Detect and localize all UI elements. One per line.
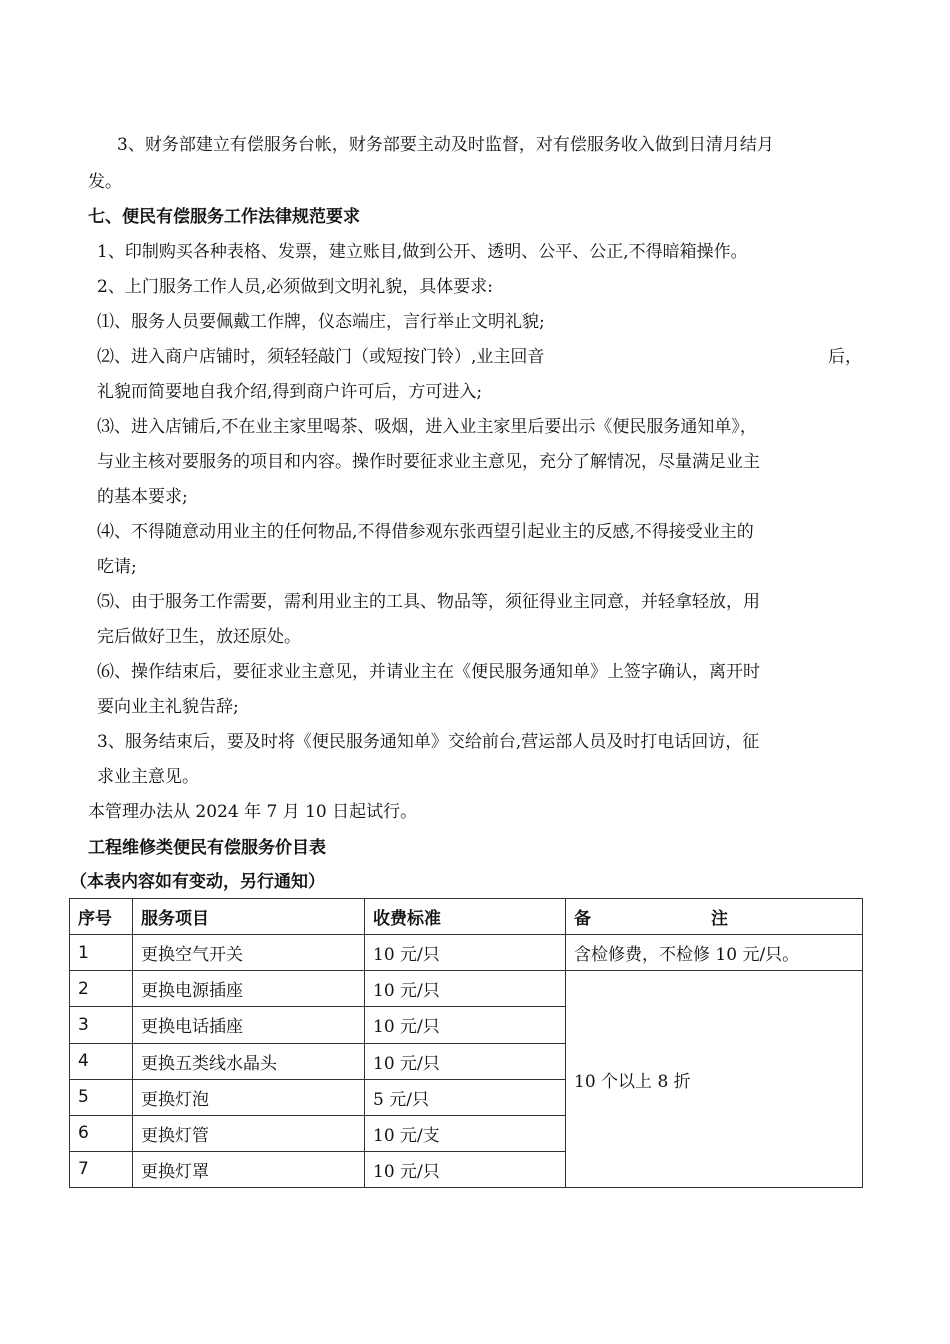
header-item: 服务项目 [133,899,365,935]
row-item: 更换电话插座 [133,1007,365,1043]
row-no: 5 [70,1079,133,1115]
merged-remark-cell: 10 个以上 8 折 [566,971,863,1188]
row-no: 4 [70,1043,133,1079]
row-item: 更换灯管 [133,1115,365,1151]
header-remark-char2: 注 [711,909,728,930]
rule-item-1: 1、印制购买各种表格、发票，建立账目,做到公开、透明、公平、公正,不得暗箱操作。 [97,242,748,262]
row-no: 6 [70,1115,133,1151]
row-item: 更换灯泡 [133,1079,365,1115]
sub-rule-2-line1-end: 后， [828,347,862,367]
row-fee: 10 元/只 [365,1007,566,1043]
header-remark-char1: 备 [574,909,591,930]
paragraph-finance-line2: 发。 [88,172,122,192]
row-fee: 10 元/只 [365,971,566,1007]
row-remark: 含检修费，不检修 10 元/只。 [566,935,863,971]
sub-rule-3-line1: ⑶、进入店铺后,不在业主家里喝茶、吸烟，进入业主家里后要出示《便民服务通知单》， [97,417,757,437]
table-header-row [70,899,863,935]
row-no: 3 [70,1007,133,1043]
header-no: 序号 [70,899,133,935]
row-fee: 5 元/只 [365,1079,566,1115]
sub-rule-3-line2: 与业主核对要服务的项目和内容。操作时要征求业主意见，充分了解情况，尽量满足业主 [97,452,760,472]
row-fee: 10 元/支 [365,1115,566,1151]
sub-rule-5-line1: ⑸、由于服务工作需要，需利用业主的工具、物品等，须征得业主同意，并轻拿轻放，用 [97,592,760,612]
row-fee: 10 元/只 [365,935,566,971]
row-no: 1 [70,935,133,971]
sub-rule-6-line1: ⑹、操作结束后，要征求业主意见，并请业主在《便民服务通知单》上签字确认，离开时 [97,662,760,682]
row-item: 更换五类线水晶头 [133,1043,365,1079]
row-fee: 10 元/只 [365,1151,566,1187]
paragraph-finance-line1: 3、财务部建立有偿服务台帐，财务部要主动及时监督，对有偿服务收入做到日清月结月 [117,135,774,155]
price-table-title: 工程维修类便民有偿服务价目表 [88,838,326,858]
row-item: 更换电源插座 [133,971,365,1007]
effective-date-note: 本管理办法从 2024 年 7 月 10 日起试行。 [88,802,418,822]
row-item: 更换灯罩 [133,1151,365,1187]
sub-rule-3-line3: 的基本要求; [97,487,188,507]
sub-rule-2-line2: 礼貌而简要地自我介绍,得到商户许可后，方可进入; [97,382,483,402]
sub-rule-5-line2: 完后做好卫生，放还原处。 [97,627,301,647]
rule-item-3-line1: 3、服务结束后，要及时将《便民服务通知单》交给前台,营运部人员及时打电话回访，征 [97,732,760,752]
row-item: 更换空气开关 [133,935,365,971]
table-row [70,971,863,1007]
header-fee: 收费标准 [365,899,566,935]
row-fee: 10 元/只 [365,1043,566,1079]
row-no: 7 [70,1151,133,1187]
table-row [70,935,863,971]
price-table-note: （本表内容如有变动，另行通知） [70,872,325,892]
rule-item-3-line2: 求业主意见。 [97,767,199,787]
sub-rule-4-line2: 吃请; [97,557,137,577]
sub-rule-6-line2: 要向业主礼貌告辞; [97,697,239,717]
header-remark [566,899,863,935]
row-no: 2 [70,971,133,1007]
sub-rule-2-line1: ⑵、进入商户店铺时，须轻轻敲门（或短按门铃）,业主回音 [97,347,545,367]
rule-item-2: 2、上门服务工作人员,必须做到文明礼貌，具体要求: [97,277,493,297]
section-7-heading: 七、便民有偿服务工作法律规范要求 [88,207,360,227]
price-table [69,898,863,1188]
sub-rule-1: ⑴、服务人员要佩戴工作牌，仪态端庄，言行举止文明礼貌; [97,312,545,332]
sub-rule-4-line1: ⑷、不得随意动用业主的任何物品,不得借参观东张西望引起业主的反感,不得接受业主的 [97,522,754,542]
